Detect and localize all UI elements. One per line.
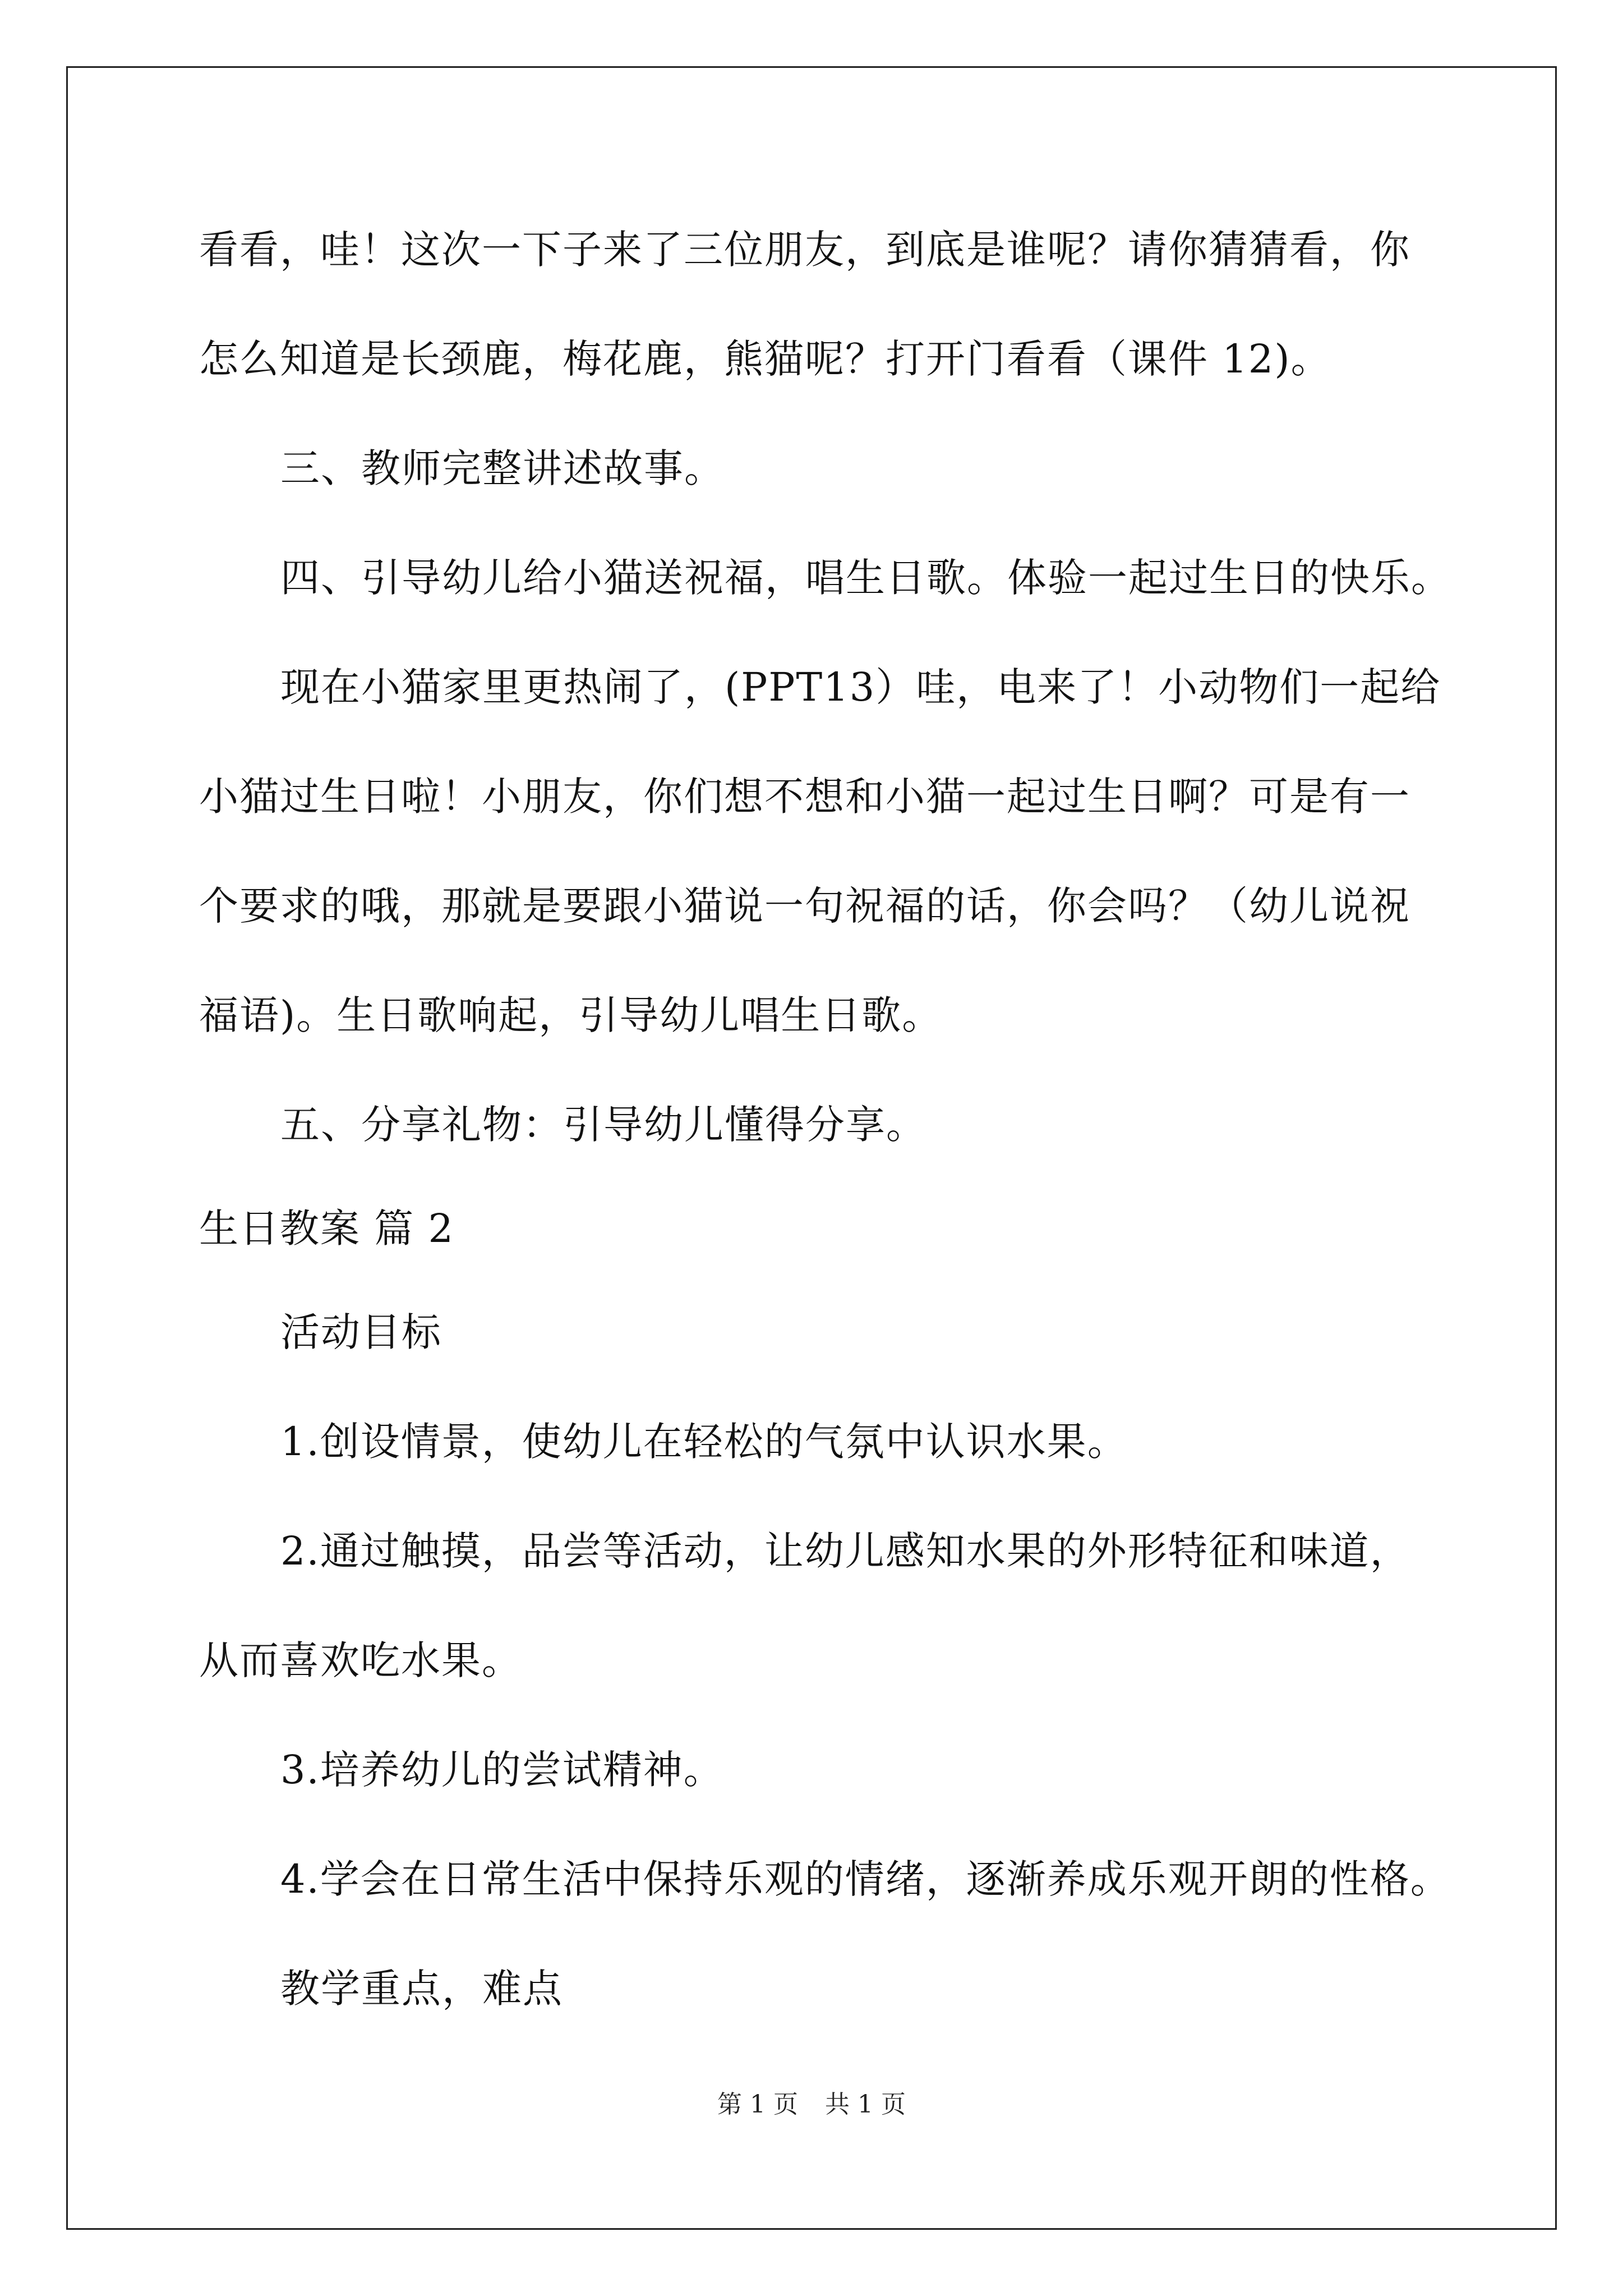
body-text-line: 小猫过生日啦！小朋友，你们想不想和小猫一起过生日啊？可是有一 — [199, 774, 1410, 820]
section-heading: 三、教师完整讲述故事。 — [280, 445, 725, 491]
list-item: 2.通过触摸，品尝等活动，让幼儿感知水果的外形特征和味道， — [280, 1528, 1410, 1574]
page-footer — [0, 2088, 1623, 2122]
body-text-line: 现在小猫家里更热闹了，(PPT13）哇，电来了！小动物们一起给 — [280, 664, 1441, 710]
page-number: 第 1 页 — [717, 2090, 798, 2119]
list-item: 3.培养幼儿的尝试精神。 — [280, 1747, 724, 1793]
section-heading: 活动目标 — [280, 1309, 442, 1355]
body-text-line: 怎么知道是长颈鹿，梅花鹿，熊猫呢？打开门看看（课件 12)。 — [199, 336, 1331, 382]
section-heading: 教学重点，难点 — [280, 1966, 563, 2012]
body-text-line: 个要求的哦，那就是要跟小猫说一句祝福的话，你会吗？（幼儿说祝 — [199, 883, 1410, 929]
page-total: 共 1 页 — [825, 2090, 906, 2119]
document-title: 生日教案 篇 2 — [199, 1205, 455, 1251]
body-text-line: 从而喜欢吃水果。 — [199, 1637, 522, 1683]
section-heading: 四、引导幼儿给小猫送祝福，唱生日歌。体验一起过生日的快乐。 — [280, 555, 1451, 601]
list-item: 4.学会在日常生活中保持乐观的情绪，逐渐养成乐观开朗的性格。 — [280, 1856, 1451, 1902]
body-text-line: 看看，哇！这次一下子来了三位朋友，到底是谁呢？请你猜猜看，你 — [199, 227, 1410, 273]
list-item: 1.创设情景，使幼儿在轻松的气氛中认识水果。 — [280, 1419, 1128, 1465]
body-text-line: 福语)。生日歌响起，引导幼儿唱生日歌。 — [199, 992, 943, 1038]
section-heading: 五、分享礼物：引导幼儿懂得分享。 — [280, 1102, 926, 1148]
